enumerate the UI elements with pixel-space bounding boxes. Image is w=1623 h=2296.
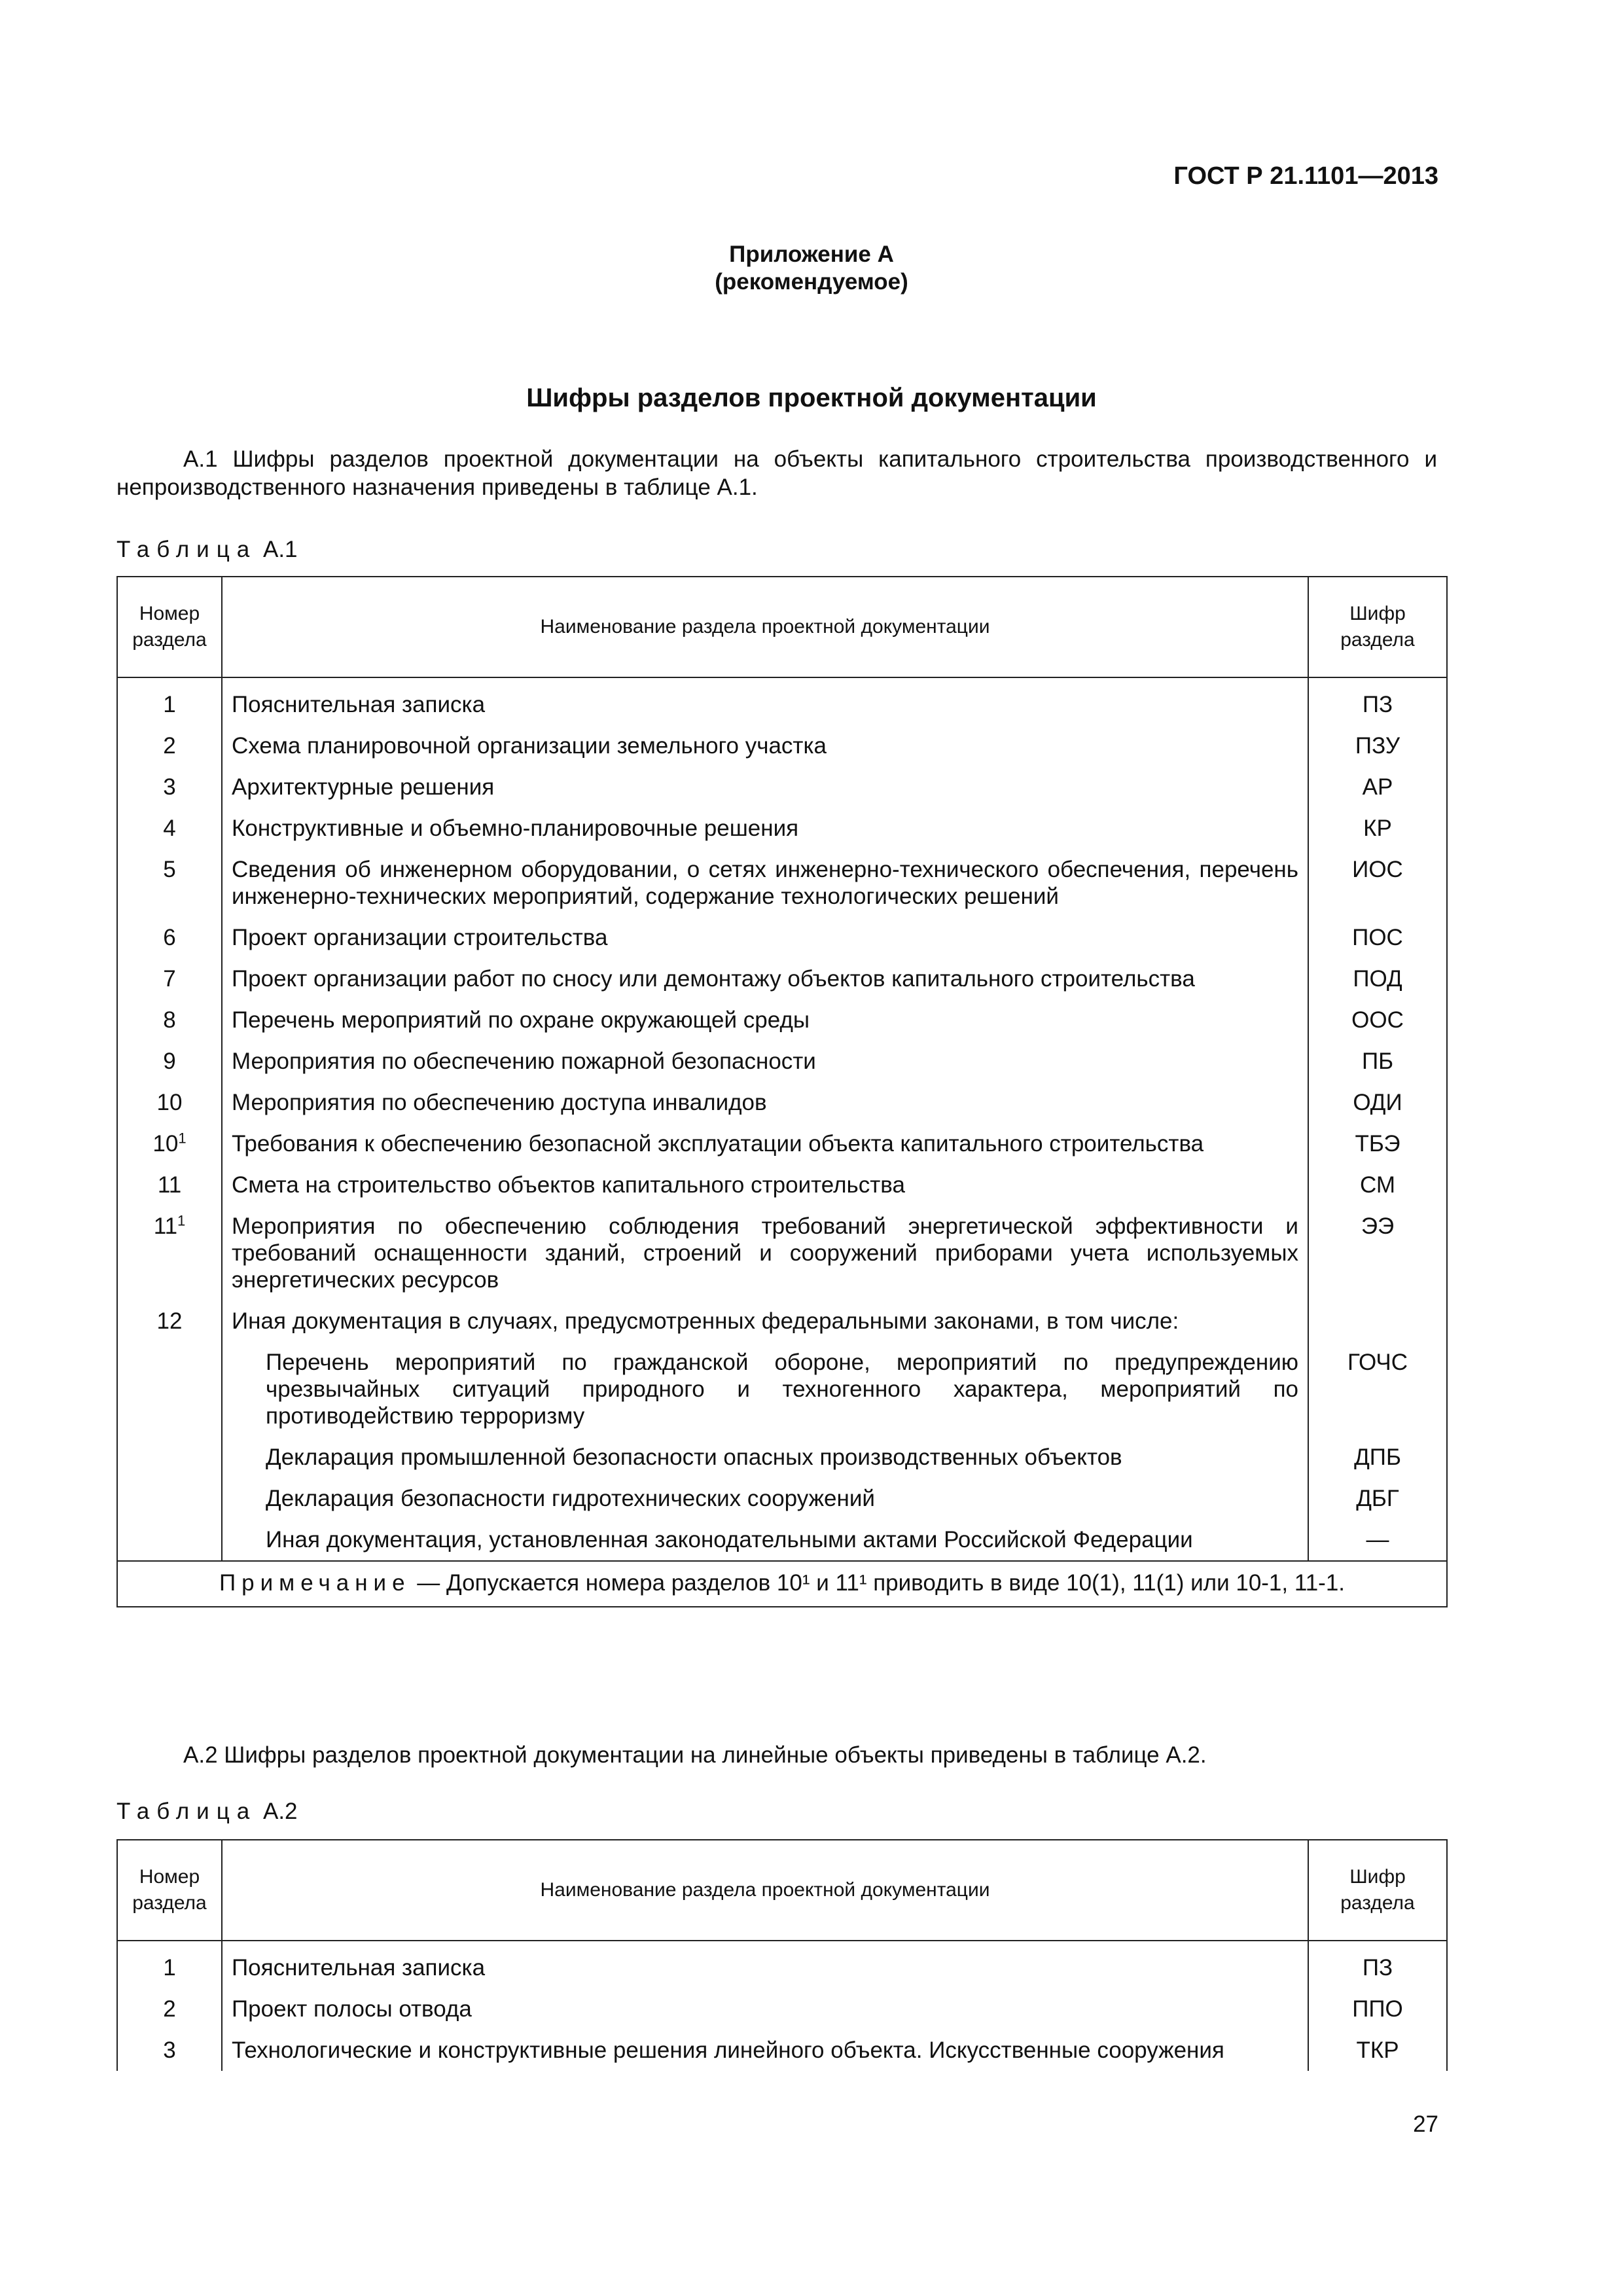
col-number-line1: Номер <box>139 1866 200 1888</box>
row-name: Перечень мероприятий по охране окружающей среды <box>222 999 1308 1041</box>
paragraph-a1 <box>116 445 1437 501</box>
table-a2-body <box>117 1941 1447 2071</box>
row-name: Смета на строительство объектов капитального строительства <box>222 1164 1308 1206</box>
document-code: ГОСТ Р 21.1101—2013 <box>1173 162 1438 190</box>
table-a1-caption-number: А.1 <box>262 537 298 562</box>
row-number-text: 4 <box>163 816 176 841</box>
row-name: Сведения об инженерном оборудовании, о сетях инженерно-технического обеспечения, перечень инженерно-технических мероприятий, содержание технологических решений <box>222 849 1308 917</box>
row-number <box>117 2030 222 2071</box>
row-number-text: 7 <box>163 966 176 992</box>
row-name: Проект полосы отвода <box>222 1988 1308 2030</box>
row-name: Проект организации строительства <box>222 917 1308 958</box>
appendix-subtitle: (рекомендуемое) <box>715 269 908 295</box>
row-number <box>117 1941 222 1988</box>
row-number <box>117 1300 222 1342</box>
row-name: Иная документация в случаях, предусмотренных федеральными законами, в том числе: <box>222 1300 1308 1342</box>
table-a2-caption-word: Таблица <box>116 1799 257 1824</box>
row-name: Мероприятия по обеспечению соблюдения требований энергетической эффективности и требований оснащенности зданий, строений и сооружений приборами учета используемых энергетических ресурсов <box>222 1206 1308 1300</box>
row-number <box>117 766 222 808</box>
row-number-text: 11 <box>153 1213 178 1239</box>
table-row <box>117 1342 1447 1437</box>
table-a2 <box>116 1839 1448 2071</box>
row-number-text: 1 <box>163 692 176 717</box>
row-name: Проект организации работ по сносу или демонтажу объектов капитального строительства <box>222 958 1308 999</box>
appendix-title: Приложение А <box>729 242 894 267</box>
row-number-text: 9 <box>163 1049 176 1074</box>
col-number-line2: раздела <box>132 629 207 651</box>
table-a1-caption-word: Таблица <box>116 537 257 562</box>
row-code: — <box>1308 1519 1447 1561</box>
table-row <box>117 1206 1447 1300</box>
row-number-text: 11 <box>157 1172 182 1198</box>
paragraph-a1-text: А.1 Шифры разделов проектной документации на объекты капитального строительства производственного и непроизводственного назначения приведены в таблице А.1. <box>116 446 1437 500</box>
table-a1-col-code <box>1308 577 1447 677</box>
table-row <box>117 677 1447 725</box>
row-name: Иная документация, установленная законодательными актами Российской Федерации <box>222 1519 1308 1561</box>
table-a1-body <box>117 677 1447 1561</box>
table-row <box>117 849 1447 917</box>
row-number <box>117 1041 222 1082</box>
row-code: СМ <box>1308 1164 1447 1206</box>
table-row <box>117 999 1447 1041</box>
row-number-text: 2 <box>163 1996 176 2022</box>
table-row <box>117 917 1447 958</box>
row-number <box>117 1164 222 1206</box>
row-number-text: 8 <box>163 1007 176 1033</box>
row-number <box>117 1206 222 1300</box>
row-name: Декларация промышленной безопасности опасных производственных объектов <box>222 1437 1308 1478</box>
table-row <box>117 1041 1447 1082</box>
row-code: ПЗ <box>1308 677 1447 725</box>
col-number-line2: раздела <box>132 1892 207 1914</box>
note-label: Примечание <box>219 1570 411 1596</box>
row-name: Пояснительная записка <box>222 1941 1308 1988</box>
row-number-text: 3 <box>163 2037 176 2063</box>
page-number: 27 <box>1413 2111 1438 2137</box>
appendix-heading <box>0 241 1623 296</box>
row-code: ДБГ <box>1308 1478 1447 1519</box>
row-name: Декларация безопасности гидротехнических сооружений <box>222 1478 1308 1519</box>
col-code-line1: Шифр <box>1349 603 1406 624</box>
table-a2-header-row <box>117 1840 1447 1941</box>
row-code: ПОС <box>1308 917 1447 958</box>
row-code: ТКР <box>1308 2030 1447 2071</box>
row-code: ДПБ <box>1308 1437 1447 1478</box>
table-row <box>117 808 1447 849</box>
row-name: Требования к обеспечению безопасной эксплуатации объекта капитального строительства <box>222 1123 1308 1164</box>
row-name: Схема планировочной организации земельного участка <box>222 725 1308 766</box>
row-code: ООС <box>1308 999 1447 1041</box>
row-number <box>117 1437 222 1478</box>
row-number <box>117 1342 222 1437</box>
row-code: ТБЭ <box>1308 1123 1447 1164</box>
row-number-text: 12 <box>156 1308 183 1334</box>
row-number <box>117 958 222 999</box>
table-row <box>117 1082 1447 1123</box>
row-code: КР <box>1308 808 1447 849</box>
row-number-text: 10 <box>152 1131 179 1157</box>
table-a2-caption-number: А.2 <box>262 1799 298 1824</box>
table-a2-col-name: Наименование раздела проектной документации <box>222 1840 1308 1941</box>
row-number-text: 1 <box>163 1955 176 1981</box>
table-row <box>117 1164 1447 1206</box>
table-a1-note <box>117 1561 1447 1607</box>
row-name: Архитектурные решения <box>222 766 1308 808</box>
row-number-superscript: 1 <box>178 1130 187 1147</box>
row-code: ПЗУ <box>1308 725 1447 766</box>
table-row <box>117 2030 1447 2071</box>
row-code: ОДИ <box>1308 1082 1447 1123</box>
row-name: Пояснительная записка <box>222 677 1308 725</box>
col-code-line2: раздела <box>1340 629 1415 651</box>
paragraph-a2 <box>116 1741 1437 1769</box>
row-number <box>117 808 222 849</box>
table-a1 <box>116 576 1448 1607</box>
row-number <box>117 1478 222 1519</box>
table-a1-caption <box>116 537 298 563</box>
note-text: — Допускается номера разделов 10¹ и 11¹ приводить в виде 10(1), 11(1) или 10-1, 11-1. <box>410 1570 1346 1596</box>
table-a2-col-number <box>117 1840 222 1941</box>
row-code: ГОЧС <box>1308 1342 1447 1437</box>
row-number-text: 3 <box>163 774 176 800</box>
col-code-line1: Шифр <box>1349 1866 1406 1888</box>
row-number <box>117 677 222 725</box>
row-number-text: 6 <box>163 925 176 950</box>
table-row <box>117 1300 1447 1342</box>
row-number-text: 5 <box>163 857 176 882</box>
row-code: АР <box>1308 766 1447 808</box>
paragraph-a2-text: А.2 Шифры разделов проектной документации на линейные объекты приведены в таблице А.2. <box>183 1742 1207 1768</box>
table-a1-col-number <box>117 577 222 677</box>
row-number <box>117 849 222 917</box>
row-number-text: 10 <box>156 1090 183 1115</box>
table-row <box>117 1478 1447 1519</box>
row-number-superscript: 1 <box>177 1212 186 1229</box>
row-name: Технологические и конструктивные решения линейного объекта. Искусственные сооружения <box>222 2030 1308 2071</box>
table-row <box>117 1941 1447 1988</box>
row-number <box>117 1988 222 2030</box>
row-code <box>1308 1300 1447 1342</box>
table-a1-header-row <box>117 577 1447 677</box>
row-number <box>117 725 222 766</box>
section-title: Шифры разделов проектной документации <box>526 384 1097 412</box>
table-a1-note-row <box>117 1561 1447 1607</box>
row-number <box>117 917 222 958</box>
row-number <box>117 999 222 1041</box>
row-name: Мероприятия по обеспечению доступа инвалидов <box>222 1082 1308 1123</box>
row-code: ППО <box>1308 1988 1447 2030</box>
table-row <box>117 1519 1447 1561</box>
table-row <box>117 1988 1447 2030</box>
row-code: ПЗ <box>1308 1941 1447 1988</box>
row-number <box>117 1519 222 1561</box>
row-name: Мероприятия по обеспечению пожарной безопасности <box>222 1041 1308 1082</box>
table-a1-col-name: Наименование раздела проектной документации <box>222 577 1308 677</box>
row-code: ПБ <box>1308 1041 1447 1082</box>
table-row <box>117 958 1447 999</box>
row-name: Конструктивные и объемно-планировочные решения <box>222 808 1308 849</box>
col-code-line2: раздела <box>1340 1892 1415 1914</box>
row-code: ЭЭ <box>1308 1206 1447 1300</box>
row-number <box>117 1082 222 1123</box>
col-number-line1: Номер <box>139 603 200 624</box>
table-row <box>117 725 1447 766</box>
table-row <box>117 1123 1447 1164</box>
table-a2-caption <box>116 1799 298 1825</box>
table-row <box>117 766 1447 808</box>
row-name: Перечень мероприятий по гражданской обороне, мероприятий по предупреждению чрезвычайных ситуаций природного и техногенного характера, мероприятий по противодействию терроризму <box>222 1342 1308 1437</box>
table-a2-col-code <box>1308 1840 1447 1941</box>
row-code: ПОД <box>1308 958 1447 999</box>
table-row <box>117 1437 1447 1478</box>
row-code: ИОС <box>1308 849 1447 917</box>
row-number <box>117 1123 222 1164</box>
row-number-text: 2 <box>163 733 176 759</box>
